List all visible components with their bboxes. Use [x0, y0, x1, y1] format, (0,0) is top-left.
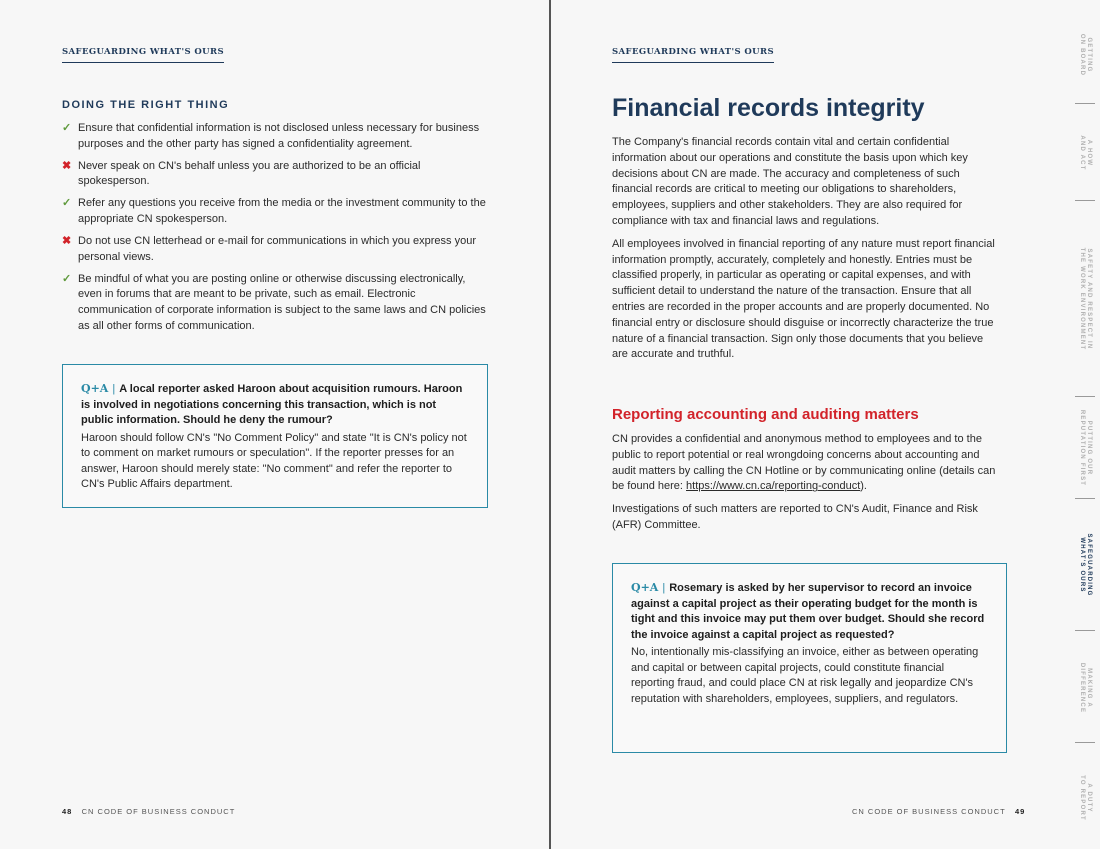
financial-body: [612, 135, 1002, 370]
nav-divider: [1075, 498, 1095, 499]
cross-icon: ✖: [62, 235, 72, 248]
paragraph: Investigations of such matters are reported to CN's Audit, Finance and Risk (AFR) Committee.: [612, 503, 978, 531]
qa-answer: No, intentionally mis-classifying an invoice, either as between operating and capital or between capital projects, could constitute financial reporting fraud, and could place CN at risk legally and jeopardize CN's reputation with shareholders, employees, suppliers, and regulators.: [631, 646, 979, 705]
nav-divider: [1075, 396, 1095, 397]
nav-divider: [1075, 200, 1095, 201]
rule-text: Refer any questions you receive from the media or the investment community to the appropriate CN spokesperson.: [78, 197, 486, 225]
qa-separator: |: [112, 383, 116, 395]
qa-question: [631, 580, 990, 643]
rule-text: Ensure that confidential information is not disclosed unless necessary for business purposes and the other party has signed a confidentiality agreement.: [78, 122, 480, 150]
reporting-text: CN provides a confidential and anonymous method to employees and to the public to report potential or real wrongdoing concerns about accounting and audit matters by calling the CN Hotline or by communicating online (details can be found here:: [612, 433, 996, 493]
page-footer: [62, 807, 235, 816]
check-icon: ✓: [62, 272, 72, 285]
qa-tag: Q+A: [631, 581, 659, 594]
page-number: 48: [62, 807, 73, 816]
section-label: SAFEGUARDING WHAT'S OURS: [62, 47, 224, 63]
rule-text: Never speak on CN's behalf unless you are authorized to be an official spokesperson.: [78, 159, 421, 188]
nav-item-how-act[interactable]: [1070, 108, 1100, 198]
paragraph: All employees involved in financial reporting of any nature must report financial information promptly, accurately, completely and honestly. Entries must be classified properly, in particular as operating or capital expenses, and with sufficient detail to understand the nature of the transaction. Ensure that all entries are recorded in the proper accounts and are properly documented. No financial entry or disclosure should disguise or incorrectly characterize the true nature of a financial transaction. Sign only those documents that you believe are accurate and truthful.: [612, 237, 995, 361]
cross-icon: ✖: [62, 159, 72, 172]
qa-question: [81, 381, 471, 429]
list-item: [62, 196, 487, 227]
nav-item-duty-report[interactable]: [1070, 748, 1100, 848]
nav-item-label: SAFETY AND RESPECT IN THE WORK ENVIRONMENT: [1079, 247, 1092, 351]
doing-right-thing-heading: DOING THE RIGHT THING: [62, 99, 230, 111]
nav-item-safety-respect[interactable]: [1070, 205, 1100, 393]
qa-separator: |: [662, 582, 666, 594]
qa-question-text: Rosemary is asked by her supervisor to record an invoice against a capital project as their operating budget for the month is tight and this invoice may put them over budget. Should she record the invoice against a capital project as requested?: [631, 582, 985, 641]
page-number: 49: [1014, 807, 1026, 816]
check-icon: ✓: [62, 122, 72, 134]
rule-text: Do not use CN letterhead or e-mail for communications in which you express your personal views.: [78, 235, 477, 263]
nav-item-label: GETTING ON BOARD: [1079, 33, 1092, 77]
rule-list: [62, 121, 487, 341]
footer-text: CN CODE OF BUSINESS CONDUCT: [852, 807, 1006, 816]
footer-text: CN CODE OF BUSINESS CONDUCT: [81, 807, 236, 816]
list-item: [62, 272, 487, 334]
list-item: [62, 121, 487, 152]
qa-answer: Haroon should follow CN's "No Comment Policy" and state "It is CN's policy not to comment on market rumours or speculation". If the reporter presses for an answer, Haroon should merely state: "No comment" and refer the reporter to CN's Public Affairs department.: [81, 431, 467, 490]
section-label: SAFEGUARDING WHAT'S OURS: [612, 47, 774, 63]
list-item: [62, 159, 487, 190]
nav-divider: [1075, 742, 1095, 743]
nav-item-label: MAKING A DIFFERENCE: [1079, 662, 1092, 713]
nav-item-label: A HOW AND ACT: [1079, 135, 1092, 171]
reporting-body: [612, 432, 1002, 541]
list-item: [62, 234, 487, 265]
rule-text: Be mindful of what you are posting online or otherwise discussing electronically, even in forums that are meant to be private, such as email. Electronic communication of corporate information is subject to the same laws and CN policies as all other forms of communication.: [78, 272, 486, 332]
paragraph: [612, 432, 1002, 495]
nav-divider: [1075, 630, 1095, 631]
nav-item-making-difference[interactable]: [1070, 635, 1100, 740]
nav-item-label: SAFEGUARDING WHAT'S OURS: [1079, 533, 1092, 597]
reporting-conduct-link[interactable]: https://www.cn.ca/reporting-conduct: [686, 480, 861, 493]
qa-box: [62, 364, 488, 508]
check-icon: ✓: [62, 197, 72, 210]
paragraph: The Company's financial records contain vital and certain confidential information about our operations and constitute the basis upon which key decisions about CN are made. The accuracy and completeness of such financial records are critical to meeting our obligations to shareholders, employees, suppliers and other stakeholders. They are also required for compliance with tax and financial laws and regulations.: [612, 136, 968, 227]
qa-box: [612, 563, 1007, 753]
qa-tag: Q+A: [81, 382, 109, 395]
nav-item-safeguarding[interactable]: [1070, 505, 1100, 625]
nav-item-getting-on-board[interactable]: [1070, 15, 1100, 95]
qa-question-text: A local reporter asked Haroon about acquisition rumours. Haroon is involved in negotiations concerning this transaction, which is not public information. Should he deny the rumour?: [81, 383, 463, 426]
nav-item-label: A DUTY TO REPORT: [1079, 775, 1092, 821]
nav-item-reputation[interactable]: [1070, 400, 1100, 495]
reporting-subheading: Reporting accounting and auditing matters: [612, 406, 919, 423]
nav-item-label: PUTTING OUR REPUTATION FIRST: [1079, 409, 1092, 486]
reporting-end: ).: [860, 480, 867, 493]
section-nav: [1070, 0, 1100, 849]
nav-divider: [1075, 103, 1095, 104]
page-title: Financial records integrity: [612, 94, 925, 122]
page-footer: [852, 807, 1025, 816]
